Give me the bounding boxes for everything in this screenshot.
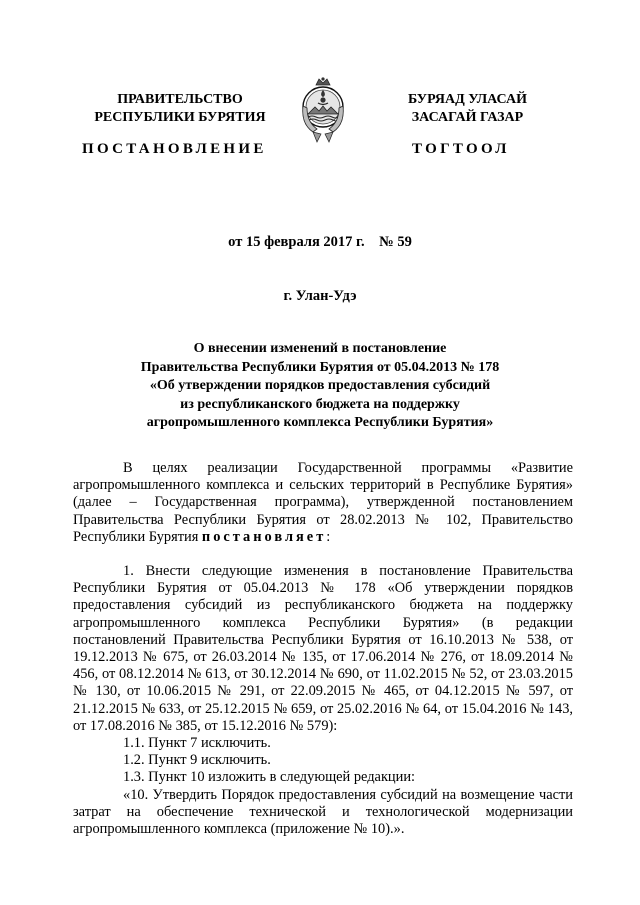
item-paragraph: 1.1. Пункт 7 исключить.	[123, 735, 271, 752]
item-paragraph: 1.3. Пункт 10 изложить в следующей редакции:	[123, 769, 416, 786]
title-line: Правительства Республики Бурятия от 05.04.2013 № 178	[140, 359, 500, 375]
preamble-paragraph	[73, 460, 573, 546]
item-paragraph: 1.2. Пункт 9 исключить.	[123, 752, 271, 769]
document-title	[60, 340, 580, 433]
document-type-bur: ТОГТООЛ	[412, 141, 510, 157]
coat-of-arms-buryatia-icon	[297, 76, 349, 144]
title-line: «Об утверждении порядков предоставления субсидий	[149, 378, 491, 394]
title-line: О внесении изменений в постановление	[193, 341, 447, 356]
preamble-text: В целях реализации Государственной программы «Развитие агропромышленного комплекса и сельских территорий в Республике Бурятия» (далее – Государственная программа), утвержденной постановлением Правительства Республики Бурятия от 28.02.2013 № 102, Правительство Республики Бурятия	[73, 460, 573, 545]
item-paragraph: «10. Утвердить Порядок предоставления субсидий на возмещение части затрат на обеспечение технической и технологической модернизации агропромышленного комплекса (приложение № 10).».	[73, 786, 573, 838]
government-name-ru-line1: ПРАВИТЕЛЬСТВО	[117, 92, 243, 107]
document-city: г. Улан-Удэ	[283, 288, 357, 304]
document-type-ru: ПОСТАНОВЛЕНИЕ	[82, 141, 267, 157]
title-line: из республиканского бюджета на поддержку	[180, 396, 460, 412]
resolve-suffix: :	[326, 528, 331, 545]
document-date-number: от 15 февраля 2017 г. № 59	[228, 234, 412, 250]
document-body	[73, 460, 573, 838]
government-name-ru	[85, 91, 275, 127]
item-paragraph: 1. Внести следующие изменения в постановление Правительства Республики Бурятия от 05.04.2013 № 178 «Об утверждении порядков предоставления субсидий из республиканского бюджета на поддержку агропромышленного комплекса Республики Бурятия» (в редакции постановлений Правительства Республики Бурятия от 16.10.2013 № 538, от 19.12.2013 № 675, от 26.03.2014 № 135, от 17.06.2014 № 276, от 18.09.2014 № 456, от 08.12.2014 № 613, от 30.12.2014 № 690, от 11.02.2015 № 52, от 23.03.2015 № 130, от 10.06.2015 № 291, от 22.09.2015 № 465, от 04.12.2015 № 597, от 21.12.2015 № 633, от 25.12.2015 № 659, от 25.02.2016 № 64, от 15.04.2016 № 143, от 17.08.2016 № 385, от 15.12.2016 № 579):	[73, 563, 573, 734]
government-name-bur-line2: ЗАСАГАЙ ГАЗАР	[411, 110, 524, 125]
government-name-bur-line1: БУРЯАД УЛАСАЙ	[408, 92, 527, 107]
resolve-word: постановляет	[201, 528, 327, 545]
title-line: агропромышленного комплекса Республики Бурятия»	[146, 415, 494, 431]
government-name-ru-line2: РЕСПУБЛИКИ БУРЯТИЯ	[94, 110, 266, 125]
government-name-bur	[380, 91, 555, 127]
